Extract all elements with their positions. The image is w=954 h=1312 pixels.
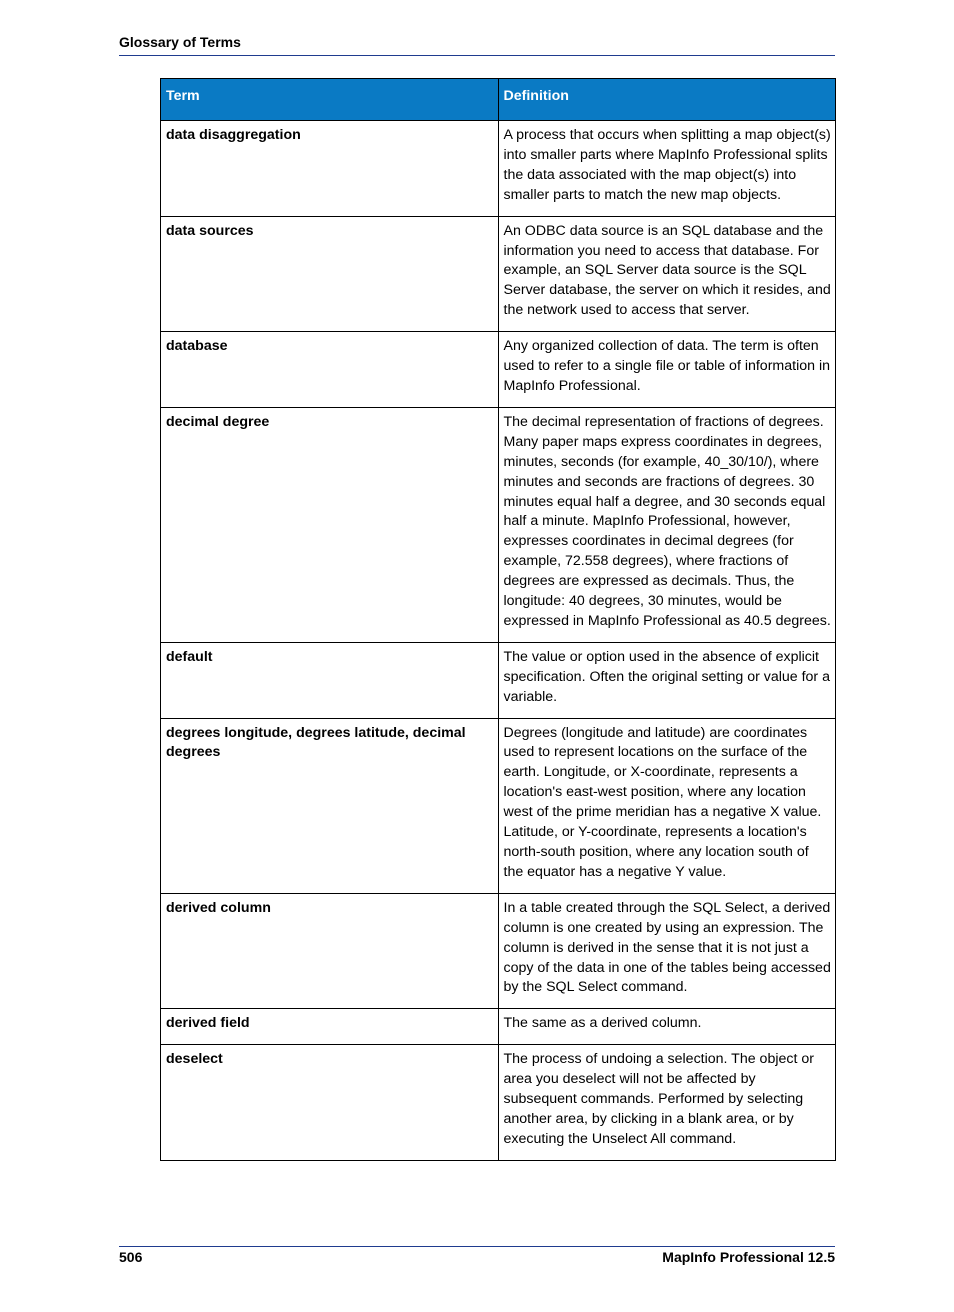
page-header-title: Glossary of Terms <box>119 34 241 50</box>
definition-cell: The process of undoing a selection. The object or area you deselect will not be affected by subsequent commands. Performed by selecting another area, by clicking in a blank area, or by executing the Unselect All command. <box>498 1045 836 1161</box>
definition-cell: The value or option used in the absence of explicit specification. Often the original setting or value for a variable. <box>498 642 836 718</box>
term-cell: derived column <box>161 893 499 1009</box>
table-row <box>161 642 836 718</box>
definition-cell: An ODBC data source is an SQL database and the information you need to access that database. For example, an SQL Server data source is the SQL Server database, the server on which it resides, and the network used to access that server. <box>498 216 836 332</box>
term-cell: derived field <box>161 1009 499 1045</box>
table-row <box>161 1045 836 1161</box>
column-header-term: Term <box>161 79 499 121</box>
page-header <box>119 34 835 56</box>
term-cell: degrees longitude, degrees latitude, decimal degrees <box>161 718 499 893</box>
table-row <box>161 1009 836 1045</box>
table-row <box>161 718 836 893</box>
definition-cell: Degrees (longitude and latitude) are coordinates used to represent locations on the surface of the earth. Longitude, or X-coordinate, represents a location's east-west position, where any location west of the prime meridian has a negative X value. Latitude, or Y-coordinate, represents a location's north-south position, where any location south of the equator has a negative Y value. <box>498 718 836 893</box>
term-cell: deselect <box>161 1045 499 1161</box>
table-row <box>161 407 836 642</box>
term-cell: database <box>161 332 499 408</box>
page-number: 506 <box>119 1249 143 1265</box>
definition-cell: A process that occurs when splitting a map object(s) into smaller parts where MapInfo Professional splits the data associated with the map object(s) into smaller parts to match the new map objects. <box>498 121 836 217</box>
table-row <box>161 893 836 1009</box>
term-cell: data sources <box>161 216 499 332</box>
definition-cell: Any organized collection of data. The term is often used to refer to a single file or table of information in MapInfo Professional. <box>498 332 836 408</box>
column-header-definition: Definition <box>498 79 836 121</box>
page-footer <box>119 1246 835 1266</box>
table-row <box>161 332 836 408</box>
product-name: MapInfo Professional 12.5 <box>662 1249 835 1265</box>
glossary-table <box>160 78 836 1161</box>
definition-cell: In a table created through the SQL Select, a derived column is one created by using an expression. The column is derived in the sense that it is not just a copy of the data in one of the tables being accessed by the SQL Select command. <box>498 893 836 1009</box>
term-cell: default <box>161 642 499 718</box>
table-header-row <box>161 79 836 121</box>
term-cell: data disaggregation <box>161 121 499 217</box>
table-row <box>161 121 836 217</box>
definition-cell: The decimal representation of fractions of degrees. Many paper maps express coordinates in degrees, minutes, seconds (for example, 40_30/10/), where minutes and seconds are fractions of degrees. 30 minutes equal half a degree, and 30 seconds equal half a minute. MapInfo Professional, however, expresses coordinates in decimal degrees (for example, 72.558 degrees), where fractions of degrees are expressed as decimals. Thus, the longitude: 40 degrees, 30 minutes, would be expressed in MapInfo Professional as 40.5 degrees. <box>498 407 836 642</box>
table-row <box>161 216 836 332</box>
definition-cell: The same as a derived column. <box>498 1009 836 1045</box>
term-cell: decimal degree <box>161 407 499 642</box>
